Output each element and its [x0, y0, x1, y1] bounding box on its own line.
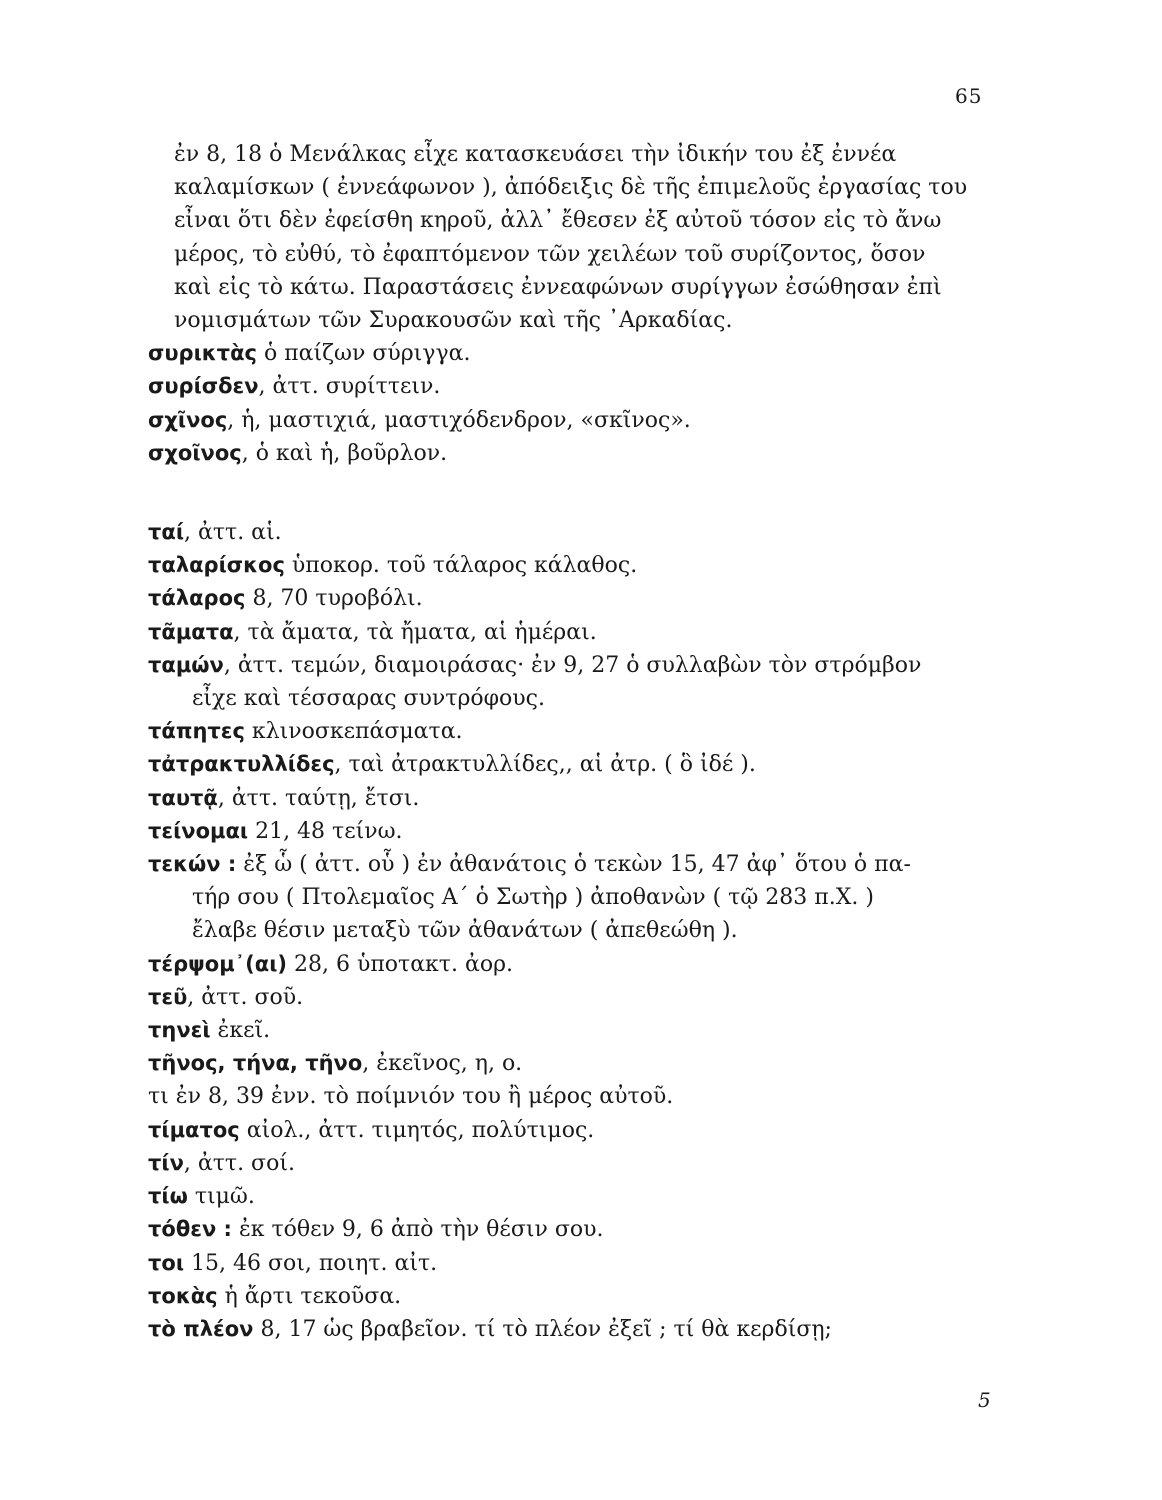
definition: τι ἐν 8, 39 ἐνν. τὸ ποίμνιόν του ἢ μέρος αὐτοῦ.: [148, 1084, 674, 1110]
headword: τοι: [148, 1250, 185, 1275]
glossary-entry: [148, 437, 1018, 470]
definition: , ταὶ ἀτρακτυλλίδες,, αἱ ἀτρ. ( ὃ ἰδέ ).: [334, 752, 756, 778]
definition-continuation: εἶχε καὶ τέσσαρας συντρόφους.: [192, 686, 545, 712]
definition: , ἀττ. συρίττειν.: [258, 374, 441, 400]
glossary-entry: [148, 1180, 1018, 1213]
definition: ἐκ τόθεν 9, 6 ἀπὸ τὴν θέσιν σου.: [231, 1217, 604, 1243]
headword: τῆνος, τήνα, τῆνο: [148, 1051, 363, 1076]
headword: σχοῖνος: [148, 440, 242, 465]
glossary-entry: [148, 1247, 1018, 1280]
glossary-entry: [148, 782, 1018, 815]
glossary-entry: [148, 1014, 1018, 1047]
headword: ταλαρίσκος: [148, 553, 285, 578]
definition-continuation: τήρ σου ( Πτολεμαῖος Α΄ ὁ Σωτὴρ ) ἀποθανὼν ( τῷ 283 π.Χ. ): [192, 885, 874, 911]
glossary-entry: [148, 948, 1018, 981]
headword: τᾶματα: [148, 619, 234, 644]
headword: τεκών :: [148, 852, 237, 877]
glossary-entries-tau: [148, 516, 1018, 1346]
definition: , ἡ, μαστιχιά, μαστιχόδενδρον, «σκῖνος».: [227, 407, 691, 433]
signature-mark: 5: [978, 1388, 991, 1412]
headword: ταυτᾷ: [148, 785, 218, 810]
definition: κλινοσκεπάσματα.: [244, 719, 463, 745]
headword: τἀτρακτυλλίδες: [148, 752, 335, 777]
glossary-entry: [148, 1080, 1018, 1113]
definition: , ἐκεῖνος, η, ο.: [362, 1051, 523, 1077]
text-line: νομισμάτων τῶν Συρακουσῶν καὶ τῆς ᾿Αρκαδίας.: [174, 308, 733, 334]
glossary-entry: [148, 516, 1018, 549]
definition: 8, 70 τυροβόλι.: [245, 586, 423, 612]
definition: , ἀττ. σοῦ.: [187, 984, 304, 1010]
page-number: 65: [955, 84, 983, 108]
glossary-entry: [148, 981, 1018, 1014]
definition: , ὁ καὶ ἡ, βοῦρλον.: [241, 440, 448, 466]
headword: τέρψομ᾽(αι): [148, 951, 287, 976]
headword: συρίσδεν: [148, 374, 259, 399]
text-line: μέρος, τὸ εὐθύ, τὸ ἐφαπτόμενον τῶν χειλέων τοῦ συρίζοντος, ὅσον: [174, 241, 926, 267]
headword: τίν: [148, 1150, 184, 1175]
definition: , τὰ ἄματα, τὰ ἤματα, αἱ ἡμέραι.: [233, 619, 597, 645]
section-gap: [148, 470, 1018, 516]
headword: τίματος: [148, 1117, 240, 1142]
definition: 28, 6 ὑποτακτ. ἀορ.: [286, 951, 513, 977]
definition: ὑποκορ. τοῦ τάλαρος κάλαθος.: [284, 553, 638, 579]
definition: αἰολ., ἀττ. τιμητός, πολύτιμος.: [239, 1117, 595, 1143]
headword: τόθεν :: [148, 1217, 232, 1242]
glossary-entry: [148, 715, 1018, 748]
text-line: καλαμίσκων ( ἐννεάφωνον ), ἀπόδειξις δὲ τῆς ἐπιμελοῦς ἐργασίας του: [174, 175, 968, 201]
glossary-entry: [148, 1047, 1018, 1080]
intro-paragraph: [148, 138, 1018, 337]
glossary-entry: [148, 370, 1018, 403]
headword: τάπητες: [148, 719, 245, 744]
definition: , ἀττ. σοί.: [183, 1150, 295, 1176]
headword: τίω: [148, 1184, 188, 1209]
definition: 21, 48 τείνω.: [248, 818, 403, 844]
definition: ἐκεῖ.: [210, 1018, 271, 1044]
definition: τιμῶ.: [187, 1184, 255, 1210]
glossary-entry: [148, 748, 1018, 781]
headword: τείνομαι: [148, 818, 249, 843]
glossary-entry: [148, 337, 1018, 370]
definition: ὁ παίζων σύριγγα.: [256, 341, 471, 367]
glossary-entry: [148, 582, 1018, 615]
definition: , ἀττ. τεμών, διαμοιράσας· ἐν 9, 27 ὁ συλλαβὼν τὸν στρόμβον: [223, 652, 922, 678]
definition: 15, 46 σοι, ποιητ. αἰτ.: [184, 1250, 438, 1276]
text-line: καὶ εἰς τὸ κάτω. Παραστάσεις ἐννεαφώνων συρίγγων ἐσώθησαν ἐπὶ: [174, 274, 942, 300]
body-text: [148, 138, 1018, 1346]
definition-continuation: ἔλαβε θέσιν μεταξὺ τῶν ἀθανάτων ( ἀπεθεώθη ).: [192, 918, 738, 944]
text-line: ἐν 8, 18 ὁ Μενάλκας εἶχε κατασκευάσει τὴν ἰδικήν του ἐξ ἐννέα: [174, 142, 897, 167]
definition: ἡ ἄρτι τεκοῦσα.: [217, 1283, 402, 1309]
glossary-entry: [148, 1114, 1018, 1147]
definition: ἐξ ὧ ( ἀττ. οὗ ) ἐν ἀθανάτοις ὁ τεκὼν 15, 47 ἀφ᾽ ὅτου ὁ πα-: [236, 852, 911, 878]
headword: ταμών: [148, 652, 224, 677]
glossary-entry: [148, 549, 1018, 582]
headword: σχῖνος: [148, 407, 228, 432]
headword: συρικτὰς: [148, 341, 257, 366]
glossary-entry: [148, 914, 1018, 947]
glossary-entry: [148, 1147, 1018, 1180]
glossary-entries-sigma: [148, 337, 1018, 470]
glossary-entry: [148, 1313, 1018, 1346]
text-line: εἶναι ὅτι δὲν ἐφείσθη κηροῦ, ἀλλ᾽ ἔθεσεν ἐξ αὐτοῦ τόσον εἰς τὸ ἄνω: [174, 208, 942, 234]
glossary-entry: [148, 616, 1018, 649]
headword: τὸ πλέον: [148, 1316, 254, 1341]
headword: ταί: [148, 520, 185, 545]
glossary-entry: [148, 815, 1018, 848]
headword: τάλαρος: [148, 586, 246, 611]
headword: τεῦ: [148, 984, 188, 1009]
headword: τοκὰς: [148, 1283, 218, 1308]
glossary-entry: [148, 649, 1018, 715]
glossary-entry: [148, 404, 1018, 437]
glossary-entry: [148, 1280, 1018, 1313]
glossary-entry: [148, 848, 1018, 914]
glossary-entry: [148, 1213, 1018, 1246]
definition: 8, 17 ὡς βραβεῖον. τί τὸ πλέον ἐξεῖ ; τί θὰ κερδίσῃ;: [253, 1316, 832, 1342]
definition: , ἀττ. αἱ.: [184, 520, 282, 546]
definition: , ἀττ. ταύτῃ, ἔτσι.: [217, 785, 420, 811]
headword: τηνεὶ: [148, 1018, 211, 1043]
